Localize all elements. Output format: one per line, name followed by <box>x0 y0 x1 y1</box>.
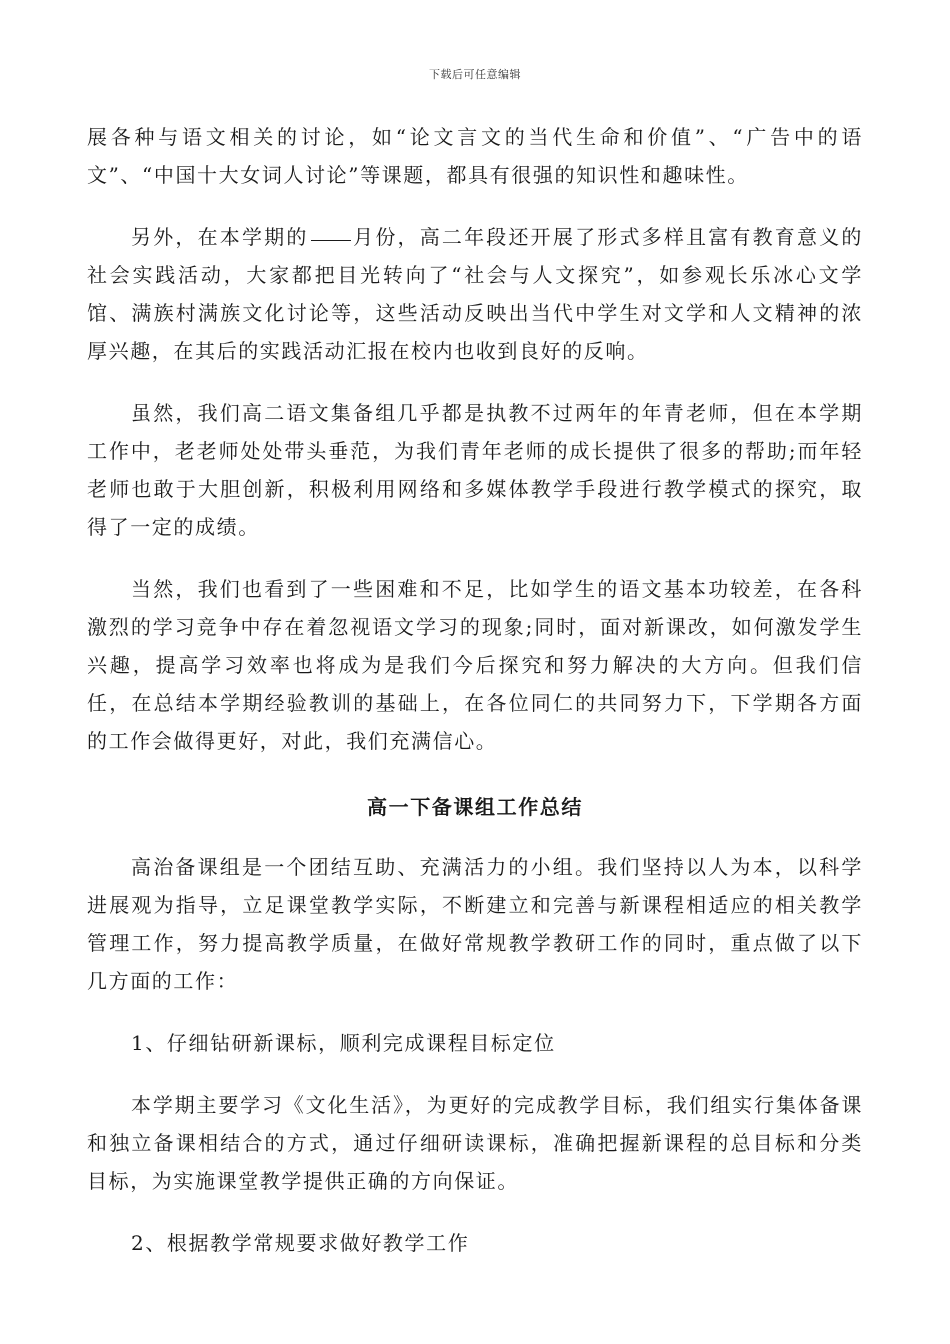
paragraph-difficulties: 当然，我们也看到了一些困难和不足，比如学生的语文基本功较差，在各科激烈的学习竞争中存在着忽视语文学习的现象;同时，面对新课改，如何激发学生兴趣，提高学习效率也将成为是我们今后探究和努力解决的大方向。但我们信任，在总结本学期经验教训的基础上，在各位同仁的共同努力下，下学期各方面的工作会做得更好，对此，我们充满信心。 <box>87 577 863 753</box>
paragraph-social-practice-start: 另外，在本学期的 <box>131 225 309 249</box>
list-item-2-heading: 2、根据教学常规要求做好教学工作 <box>131 1231 470 1255</box>
month-blank-line <box>311 239 351 241</box>
paragraph-social-practice <box>87 218 863 370</box>
paragraph-social-practice-rest: 月份，高二年段还开展了形式多样且富有教育意义的社会实践活动，大家都把目光转向了“社会与人文探究”，如参观长乐冰心文学馆、满族村满族文化讨论等，这些活动反映出当代中学生对文学和人文精神的浓厚兴趣，在其后的实践活动汇报在校内也收到良好的反响。 <box>87 225 863 363</box>
document-body <box>87 118 863 1262</box>
paragraph-course-study: 本学期主要学习《文化生活》，为更好的完成教学目标，我们组实行集体备课和独立备课相结合的方式，通过仔细研读课标，准确把握新课程的总目标和分类目标，为实施课堂教学提供正确的方向保证。 <box>87 1093 863 1193</box>
page-header-note: 下载后可任意编辑 <box>429 68 521 81</box>
paragraph-group-intro: 高治备课组是一个团结互助、充满活力的小组。我们坚持以人为本，以科学进展观为指导，立足课堂教学实际，不断建立和完善与新课程相适应的相关教学管理工作，努力提高教学质量，在做好常规教学教研工作的同时，重点做了以下几方面的工作： <box>87 855 863 993</box>
paragraph-discussion-topics: 展各种与语文相关的讨论，如“论文言文的当代生命和价值”、“广告中的语文”、“中国十大女词人讨论”等课题，都具有很强的知识性和趣味性。 <box>87 125 863 187</box>
section-title: 高一下备课组工作总结 <box>367 795 583 819</box>
paragraph-young-teachers: 虽然，我们高二语文集备组几乎都是执教不过两年的年青老师，但在本学期工作中，老老师处处带头垂范，为我们青年老师的成长提供了很多的帮助;而年轻老师也敢于大胆创新，积极利用网络和多媒体教学手段进行教学模式的探究，取得了一定的成绩。 <box>87 401 863 539</box>
list-item-1-heading: 1、仔细钻研新课标，顺利完成课程目标定位 <box>131 1031 556 1055</box>
